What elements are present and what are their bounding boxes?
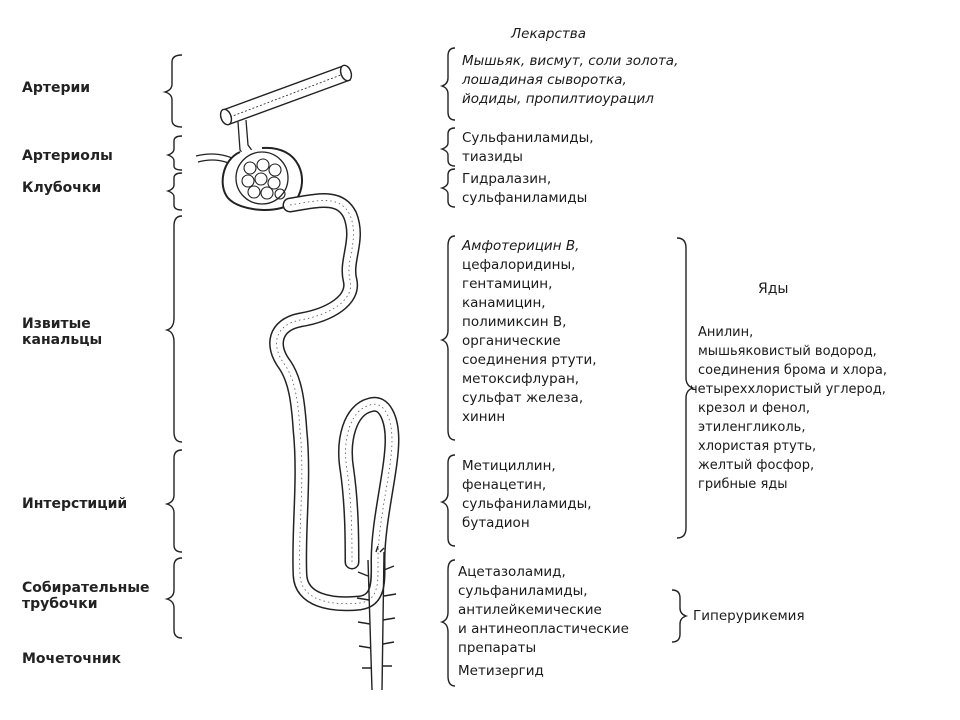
- label-tubules: [22, 316, 102, 348]
- drugs-arteries: [462, 52, 678, 109]
- poison-line: четыреххлористый углерод,: [690, 382, 886, 397]
- poison-line: мышьяковистый водород,: [698, 344, 877, 359]
- drugs-glomeruli: [462, 170, 587, 208]
- bracket-drugs-arterioles: [442, 128, 455, 166]
- poisons-header: Яды: [758, 281, 789, 297]
- drug-line: Сульфаниламиды,: [462, 130, 594, 146]
- label-collecting: [22, 580, 150, 612]
- bracket-hyperuricemia: [672, 590, 686, 642]
- drug-line: сульфаниламиды,: [462, 496, 592, 512]
- drug-line: соединения ртути,: [462, 352, 597, 368]
- artery-tube: [219, 64, 354, 126]
- drugs-interstitium: [462, 457, 592, 533]
- drug-line: сульфаниламиды,: [458, 583, 588, 599]
- label-tubules-line2: канальцы: [22, 332, 103, 348]
- drug-line: канамицин,: [462, 295, 546, 311]
- bracket-collecting: [167, 558, 182, 638]
- bracket-drugs-glomeruli: [442, 169, 455, 207]
- label-arterioles: Артериолы: [22, 148, 113, 164]
- bracket-tubules: [167, 216, 182, 442]
- bracket-drugs-collecting: [442, 560, 455, 686]
- poison-line: желтый фосфор,: [698, 458, 815, 473]
- poison-line: грибные яды: [698, 477, 788, 492]
- drugs-ureter: [458, 662, 544, 681]
- drug-line: метоксифлуран,: [462, 371, 580, 387]
- drug-line: йодиды, пропилтиоурацил: [462, 91, 654, 107]
- poison-line: Анилин,: [698, 325, 754, 340]
- label-tubules-line1: Извитые: [22, 316, 91, 332]
- drugs-tubules: [462, 237, 597, 427]
- drug-line: фенацетин,: [462, 477, 547, 493]
- drug-line: препараты: [458, 640, 537, 656]
- label-glomeruli: Клубочки: [22, 180, 102, 196]
- drug-line: гентамицин,: [462, 276, 553, 292]
- drug-line: бутадион: [462, 515, 530, 531]
- drug-line: Метизергид: [458, 663, 544, 679]
- drug-line: Амфотерицин В,: [462, 238, 580, 254]
- drug-line: Ацетазоламид,: [458, 564, 566, 580]
- drugs-header: Лекарства: [511, 26, 586, 42]
- drugs-arterioles: [462, 129, 594, 167]
- drug-line: Гидралазин,: [462, 171, 552, 187]
- bracket-drugs-tubules: [442, 236, 455, 440]
- drug-line: лошадиная сыворотка,: [462, 72, 627, 88]
- poison-line: этиленгликоль,: [698, 420, 806, 435]
- drug-line: и антинеопластические: [458, 621, 629, 637]
- drugs-collecting: [458, 563, 629, 658]
- poison-line: хлористая ртуть,: [698, 439, 817, 454]
- bracket-drugs-interstitium: [442, 455, 455, 546]
- drug-line: цефалоридины,: [462, 257, 576, 273]
- drug-line: хинин: [462, 409, 506, 425]
- drug-line: сульфаниламиды: [462, 190, 588, 206]
- label-collecting-line1: Собирательные: [22, 580, 150, 596]
- label-arteries: Артерии: [22, 80, 91, 96]
- label-collecting-line2: трубочки: [22, 596, 98, 612]
- bracket-interstitium: [167, 450, 182, 552]
- drug-line: Метициллин,: [462, 458, 556, 474]
- drug-line: антилейкемические: [458, 602, 602, 618]
- poisons-list: [690, 323, 887, 494]
- drug-line: Мышьяк, висмут, соли золота,: [462, 53, 679, 69]
- bracket-drugs-arteries: [442, 48, 455, 120]
- label-interstitium: Интерстиций: [22, 496, 128, 512]
- drug-line: полимиксин В,: [462, 314, 567, 330]
- drug-line: органические: [462, 333, 561, 349]
- label-ureter: Мочеточник: [22, 651, 121, 667]
- bracket-glomeruli: [168, 173, 182, 210]
- hyperuricemia-label: Гиперурикемия: [693, 608, 805, 624]
- poison-line: соединения брома и хлора,: [698, 363, 887, 378]
- bracket-arterioles: [168, 136, 182, 170]
- drug-line: тиазиды: [462, 149, 523, 165]
- poison-line: крезол и фенол,: [698, 401, 810, 416]
- bracket-arteries: [165, 55, 182, 127]
- drug-line: сульфат железа,: [462, 390, 584, 406]
